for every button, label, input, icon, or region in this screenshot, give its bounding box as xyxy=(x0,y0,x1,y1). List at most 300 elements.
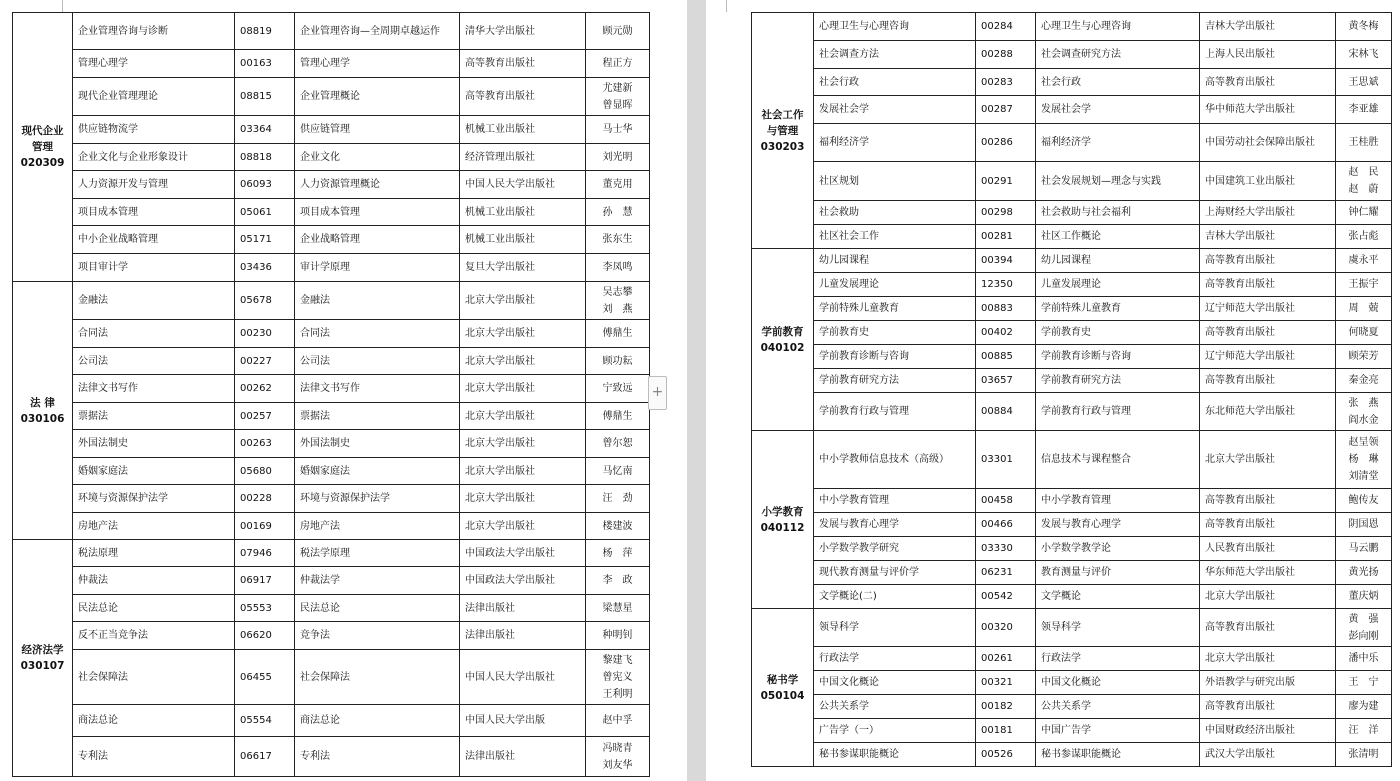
table-row xyxy=(13,403,650,430)
course-cell: 专利法 xyxy=(73,737,235,777)
course-cell: 合同法 xyxy=(73,320,235,348)
course-cell: 外国法制史 xyxy=(73,430,235,458)
author-name: 周 兢 xyxy=(1348,303,1379,314)
author-cell xyxy=(1336,585,1392,609)
add-icon[interactable]: + xyxy=(648,376,667,410)
table-row xyxy=(13,622,650,650)
table-row xyxy=(752,13,1392,41)
publisher-cell: 中国劳动社会保障出版社 xyxy=(1200,124,1336,162)
textbook-cell: 秘书参谋职能概论 xyxy=(1036,743,1200,767)
textbook-cell: 金融法 xyxy=(295,282,460,320)
code-cell: 05061 xyxy=(235,199,295,226)
textbook-cell: 企业管理概论 xyxy=(295,78,460,116)
author-cell xyxy=(1336,96,1392,124)
textbook-cell: 公司法 xyxy=(295,348,460,375)
code-cell: 07946 xyxy=(235,540,295,567)
major-cell xyxy=(752,431,814,609)
table-row xyxy=(13,540,650,567)
publisher-cell: 华中师范大学出版社 xyxy=(1200,96,1336,124)
major-cell xyxy=(13,540,73,777)
code-cell: 06455 xyxy=(235,650,295,705)
code-cell: 03330 xyxy=(976,537,1036,561)
table-row xyxy=(752,124,1392,162)
author-cell xyxy=(586,171,650,199)
author-cell xyxy=(586,144,650,171)
major-cell xyxy=(752,609,814,767)
textbook-cell: 社会救助与社会福利 xyxy=(1036,201,1200,225)
publisher-cell: 高等教育出版社 xyxy=(1200,513,1336,537)
table-row xyxy=(13,485,650,513)
course-cell: 票据法 xyxy=(73,403,235,430)
textbook-cell: 教育测量与评价 xyxy=(1036,561,1200,585)
course-cell: 学前特殊儿童教育 xyxy=(814,297,976,321)
textbook-cell: 社会保障法 xyxy=(295,650,460,705)
author-name: 李 政 xyxy=(602,575,633,586)
author-cell xyxy=(1336,201,1392,225)
course-cell: 现代教育测量与评价学 xyxy=(814,561,976,585)
author-name: 赵 民 赵 蔚 xyxy=(1348,167,1379,195)
textbook-cell: 商法总论 xyxy=(295,705,460,737)
publisher-cell: 上海财经大学出版社 xyxy=(1200,201,1336,225)
author-name: 冯晓青 刘友华 xyxy=(602,742,633,771)
textbook-cell: 专利法 xyxy=(295,737,460,777)
author-name: 马云鹏 xyxy=(1348,543,1379,554)
code-cell: 06620 xyxy=(235,622,295,650)
table-row xyxy=(13,50,650,78)
author-cell xyxy=(586,485,650,513)
textbook-cell: 法律文书写作 xyxy=(295,375,460,403)
publisher-cell: 辽宁师范大学出版社 xyxy=(1200,297,1336,321)
code-cell: 00291 xyxy=(976,162,1036,201)
textbook-cell: 中小学教育管理 xyxy=(1036,489,1200,513)
table-row xyxy=(13,254,650,282)
author-cell xyxy=(1336,369,1392,393)
table-row xyxy=(13,226,650,254)
code-cell: 03301 xyxy=(976,431,1036,489)
textbook-cell: 行政法学 xyxy=(1036,647,1200,671)
course-cell: 供应链物流学 xyxy=(73,116,235,144)
code-cell: 00169 xyxy=(235,513,295,540)
table-row xyxy=(13,567,650,595)
code-cell: 00288 xyxy=(976,41,1036,69)
textbook-cell: 学前教育诊断与咨询 xyxy=(1036,345,1200,369)
author-cell xyxy=(586,458,650,485)
table-row xyxy=(752,69,1392,96)
course-cell: 社区社会工作 xyxy=(814,225,976,249)
code-cell: 00263 xyxy=(235,430,295,458)
course-cell: 小学数学教学研究 xyxy=(814,537,976,561)
table-row xyxy=(13,650,650,705)
course-cell: 学前教育史 xyxy=(814,321,976,345)
table-row xyxy=(752,297,1392,321)
author-name: 尤建新 曾显晖 xyxy=(602,82,633,111)
textbook-cell: 信息技术与课程整合 xyxy=(1036,431,1200,489)
author-cell xyxy=(586,116,650,144)
course-cell: 法律文书写作 xyxy=(73,375,235,403)
author-cell xyxy=(586,375,650,403)
code-cell: 03436 xyxy=(235,254,295,282)
code-cell: 00394 xyxy=(976,249,1036,273)
author-name: 赵呈领 杨 琳 刘清堂 xyxy=(1348,437,1379,482)
publisher-cell: 中国财政经济出版社 xyxy=(1200,719,1336,743)
textbook-cell: 公共关系学 xyxy=(1036,695,1200,719)
course-cell: 秘书参谋职能概论 xyxy=(814,743,976,767)
publisher-cell: 北京大学出版社 xyxy=(460,348,586,375)
author-cell xyxy=(586,50,650,78)
code-cell: 08818 xyxy=(235,144,295,171)
textbook-cell: 审计学原理 xyxy=(295,254,460,282)
code-cell: 00261 xyxy=(976,647,1036,671)
textbook-cell: 儿童发展理论 xyxy=(1036,273,1200,297)
author-name: 傅鼎生 xyxy=(602,410,633,422)
publisher-cell: 中国人民大学出版 xyxy=(460,705,586,737)
author-cell xyxy=(1336,431,1392,489)
textbook-cell: 学前教育研究方法 xyxy=(1036,369,1200,393)
code-cell: 00281 xyxy=(976,225,1036,249)
textbook-cell: 票据法 xyxy=(295,403,460,430)
table-row xyxy=(752,393,1392,431)
code-cell: 06617 xyxy=(235,737,295,777)
author-cell xyxy=(586,705,650,737)
author-cell xyxy=(586,737,650,777)
publisher-cell: 高等教育出版社 xyxy=(1200,69,1336,96)
table-row xyxy=(752,743,1392,767)
publisher-cell: 北京大学出版社 xyxy=(460,513,586,540)
author-name: 刘光明 xyxy=(602,151,633,163)
publisher-cell: 法律出版社 xyxy=(460,622,586,650)
course-cell: 儿童发展理论 xyxy=(814,273,976,297)
publisher-cell: 辽宁师范大学出版社 xyxy=(1200,345,1336,369)
course-cell: 幼儿园课程 xyxy=(814,249,976,273)
publisher-cell: 上海人民出版社 xyxy=(1200,41,1336,69)
textbook-cell: 发展社会学 xyxy=(1036,96,1200,124)
table-row xyxy=(752,41,1392,69)
course-cell: 人力资源开发与管理 xyxy=(73,171,235,199)
author-cell xyxy=(586,226,650,254)
course-cell: 社会调查方法 xyxy=(814,41,976,69)
author-cell xyxy=(1336,695,1392,719)
author-cell xyxy=(1336,647,1392,671)
author-name: 张清明 xyxy=(1348,749,1379,760)
code-cell: 00228 xyxy=(235,485,295,513)
textbook-cell: 外国法制史 xyxy=(295,430,460,458)
author-name: 楼建波 xyxy=(602,520,633,532)
publisher-cell: 机械工业出版社 xyxy=(460,199,586,226)
course-cell: 学前教育诊断与咨询 xyxy=(814,345,976,369)
author-name: 黄光扬 xyxy=(1348,567,1379,578)
author-name: 王振宇 xyxy=(1348,279,1379,290)
publisher-cell: 北京大学出版社 xyxy=(460,282,586,320)
table-row xyxy=(752,609,1392,647)
table-row xyxy=(13,282,650,320)
author-cell xyxy=(1336,719,1392,743)
author-cell xyxy=(1336,321,1392,345)
course-cell: 福利经济学 xyxy=(814,124,976,162)
textbook-cell: 婚姻家庭法 xyxy=(295,458,460,485)
author-name: 虞永平 xyxy=(1348,255,1379,266)
publisher-cell: 中国人民大学出版社 xyxy=(460,171,586,199)
course-cell: 企业文化与企业形象设计 xyxy=(73,144,235,171)
publisher-cell: 高等教育出版社 xyxy=(460,78,586,116)
course-cell: 领导科学 xyxy=(814,609,976,647)
course-cell: 环境与资源保护法学 xyxy=(73,485,235,513)
major-label: 学前教育 040102 xyxy=(760,325,805,354)
major-label: 现代企业 管理 020309 xyxy=(20,125,65,169)
table-row xyxy=(752,162,1392,201)
publisher-cell: 法律出版社 xyxy=(460,595,586,622)
major-label: 小学教育 040112 xyxy=(760,505,805,534)
major-cell xyxy=(752,249,814,431)
table-row xyxy=(752,431,1392,489)
textbook-cell: 学前教育行政与管理 xyxy=(1036,393,1200,431)
author-name: 张占彪 xyxy=(1348,231,1379,242)
textbook-cell: 幼儿园课程 xyxy=(1036,249,1200,273)
table-row xyxy=(13,13,650,50)
textbook-cell: 税法学原理 xyxy=(295,540,460,567)
left-course-table xyxy=(12,12,650,777)
code-cell: 00458 xyxy=(976,489,1036,513)
author-cell xyxy=(586,403,650,430)
author-cell xyxy=(586,199,650,226)
course-cell: 税法原理 xyxy=(73,540,235,567)
author-cell xyxy=(586,513,650,540)
code-cell: 06231 xyxy=(976,561,1036,585)
textbook-cell: 环境与资源保护法学 xyxy=(295,485,460,513)
publisher-cell: 外语教学与研究出版 xyxy=(1200,671,1336,695)
table-row xyxy=(13,430,650,458)
publisher-cell: 北京大学出版社 xyxy=(460,458,586,485)
author-cell xyxy=(1336,345,1392,369)
textbook-cell: 社会调查研究方法 xyxy=(1036,41,1200,69)
course-cell: 商法总论 xyxy=(73,705,235,737)
right-course-table xyxy=(751,12,1392,767)
course-cell: 项目审计学 xyxy=(73,254,235,282)
publisher-cell: 高等教育出版社 xyxy=(1200,321,1336,345)
textbook-cell: 发展与教育心理学 xyxy=(1036,513,1200,537)
textbook-cell: 企业管理咨询—全周期卓越运作 xyxy=(295,13,460,50)
author-cell xyxy=(1336,41,1392,69)
author-cell xyxy=(586,78,650,116)
course-cell: 广告学（一） xyxy=(814,719,976,743)
code-cell: 00262 xyxy=(235,375,295,403)
table-row xyxy=(752,537,1392,561)
code-cell: 03657 xyxy=(976,369,1036,393)
author-name: 程正方 xyxy=(602,58,633,69)
publisher-cell: 人民教育出版社 xyxy=(1200,537,1336,561)
textbook-cell: 竞争法 xyxy=(295,622,460,650)
author-name: 顾功耘 xyxy=(602,355,633,367)
course-cell: 反不正当竞争法 xyxy=(73,622,235,650)
publisher-cell: 中国人民大学出版社 xyxy=(460,650,586,705)
publisher-cell: 高等教育出版社 xyxy=(1200,369,1336,393)
major-cell xyxy=(13,13,73,282)
course-cell: 社会救助 xyxy=(814,201,976,225)
author-name: 王 宁 xyxy=(1348,677,1379,688)
code-cell: 08815 xyxy=(235,78,295,116)
code-cell: 00227 xyxy=(235,348,295,375)
table-row xyxy=(752,695,1392,719)
textbook-cell: 学前教育史 xyxy=(1036,321,1200,345)
textbook-cell: 小学数学教学论 xyxy=(1036,537,1200,561)
author-name: 董克用 xyxy=(602,179,633,190)
author-cell xyxy=(586,650,650,705)
course-cell: 公共关系学 xyxy=(814,695,976,719)
code-cell: 06093 xyxy=(235,171,295,199)
author-name: 顾元勋 xyxy=(602,25,633,37)
course-cell: 中小企业战略管理 xyxy=(73,226,235,254)
table-row xyxy=(13,116,650,144)
publisher-cell: 北京大学出版社 xyxy=(460,403,586,430)
author-name: 曾尔恕 xyxy=(602,438,633,449)
textbook-cell: 学前特殊儿童教育 xyxy=(1036,297,1200,321)
author-name: 吴志攀 刘 燕 xyxy=(602,286,633,315)
publisher-cell: 高等教育出版社 xyxy=(1200,609,1336,647)
publisher-cell: 高等教育出版社 xyxy=(1200,489,1336,513)
publisher-cell: 经济管理出版社 xyxy=(460,144,586,171)
table-row xyxy=(13,513,650,540)
course-cell: 社会保障法 xyxy=(73,650,235,705)
author-name: 潘中乐 xyxy=(1348,653,1379,664)
textbook-cell: 合同法 xyxy=(295,320,460,348)
author-name: 宁致远 xyxy=(602,383,633,394)
table-row xyxy=(752,273,1392,297)
course-cell: 中国文化概论 xyxy=(814,671,976,695)
table-row xyxy=(13,144,650,171)
publisher-cell: 高等教育出版社 xyxy=(1200,273,1336,297)
author-name: 梁慧星 xyxy=(602,602,633,614)
author-cell xyxy=(1336,489,1392,513)
course-cell: 中小学教育管理 xyxy=(814,489,976,513)
right-page xyxy=(706,0,1400,781)
author-cell xyxy=(586,540,650,567)
table-row xyxy=(752,489,1392,513)
author-name: 钟仁耀 xyxy=(1348,207,1379,218)
code-cell: 00283 xyxy=(976,69,1036,96)
table-row xyxy=(13,171,650,199)
author-cell xyxy=(1336,393,1392,431)
textbook-cell: 文学概论 xyxy=(1036,585,1200,609)
textbook-cell: 社会发展规划—理念与实践 xyxy=(1036,162,1200,201)
publisher-cell: 高等教育出版社 xyxy=(460,50,586,78)
code-cell: 00182 xyxy=(976,695,1036,719)
author-name: 秦金亮 xyxy=(1348,375,1379,386)
author-name: 马忆南 xyxy=(602,465,633,477)
author-cell xyxy=(1336,69,1392,96)
textbook-cell: 社区工作概论 xyxy=(1036,225,1200,249)
author-cell xyxy=(1336,743,1392,767)
code-cell: 12350 xyxy=(976,273,1036,297)
author-name: 黄冬梅 xyxy=(1348,21,1379,32)
textbook-cell: 管理心理学 xyxy=(295,50,460,78)
course-cell: 中小学教师信息技术（高级） xyxy=(814,431,976,489)
textbook-cell: 仲裁法学 xyxy=(295,567,460,595)
code-cell: 06917 xyxy=(235,567,295,595)
course-cell: 现代企业管理理论 xyxy=(73,78,235,116)
author-name: 李凤鸣 xyxy=(602,262,633,273)
publisher-cell: 华东师范大学出版社 xyxy=(1200,561,1336,585)
author-cell xyxy=(586,622,650,650)
table-row xyxy=(13,348,650,375)
publisher-cell: 高等教育出版社 xyxy=(1200,695,1336,719)
publisher-cell: 中国建筑工业出版社 xyxy=(1200,162,1336,201)
table-row xyxy=(13,78,650,116)
margin-mark xyxy=(62,0,63,12)
author-cell xyxy=(1336,124,1392,162)
table-row xyxy=(13,737,650,777)
author-name: 王桂胜 xyxy=(1348,137,1379,148)
author-cell xyxy=(1336,13,1392,41)
author-cell xyxy=(1336,537,1392,561)
author-cell xyxy=(586,567,650,595)
course-cell: 心理卫生与心理咨询 xyxy=(814,13,976,41)
code-cell: 00320 xyxy=(976,609,1036,647)
code-cell: 05171 xyxy=(235,226,295,254)
author-cell xyxy=(586,348,650,375)
author-name: 李亚雄 xyxy=(1348,104,1379,115)
textbook-cell: 供应链管理 xyxy=(295,116,460,144)
code-cell: 00287 xyxy=(976,96,1036,124)
author-name: 黎建飞 曾宪义 王利明 xyxy=(602,654,633,700)
publisher-cell: 东北师范大学出版社 xyxy=(1200,393,1336,431)
code-cell: 00298 xyxy=(976,201,1036,225)
author-cell xyxy=(1336,671,1392,695)
author-cell xyxy=(1336,561,1392,585)
author-name: 马士华 xyxy=(602,124,633,135)
author-name: 汪 洋 xyxy=(1348,725,1379,736)
publisher-cell: 北京大学出版社 xyxy=(460,430,586,458)
author-name: 杨 萍 xyxy=(602,547,633,559)
code-cell: 00284 xyxy=(976,13,1036,41)
code-cell: 00466 xyxy=(976,513,1036,537)
major-cell xyxy=(752,13,814,249)
publisher-cell: 机械工业出版社 xyxy=(460,226,586,254)
author-name: 张东生 xyxy=(602,234,633,245)
author-cell xyxy=(1336,609,1392,647)
publisher-cell: 中国政法大学出版社 xyxy=(460,567,586,595)
author-name: 张 燕 阎水金 xyxy=(1348,397,1379,426)
author-name: 王思斌 xyxy=(1348,76,1379,88)
publisher-cell: 复旦大学出版社 xyxy=(460,254,586,282)
code-cell: 08819 xyxy=(235,13,295,50)
author-cell xyxy=(1336,513,1392,537)
table-row xyxy=(13,705,650,737)
course-cell: 发展社会学 xyxy=(814,96,976,124)
author-cell xyxy=(1336,273,1392,297)
author-name: 黄 强 彭向刚 xyxy=(1348,613,1379,642)
publisher-cell: 高等教育出版社 xyxy=(1200,249,1336,273)
course-cell: 发展与教育心理学 xyxy=(814,513,976,537)
course-cell: 文学概论(二) xyxy=(814,585,976,609)
textbook-cell: 福利经济学 xyxy=(1036,124,1200,162)
table-row xyxy=(13,375,650,403)
table-row xyxy=(752,719,1392,743)
author-name: 赵中孚 xyxy=(602,715,633,726)
major-label: 经济法学 030107 xyxy=(20,644,65,672)
publisher-cell: 中国政法大学出版社 xyxy=(460,540,586,567)
course-cell: 社会行政 xyxy=(814,69,976,96)
author-name: 孙 慧 xyxy=(602,206,633,218)
table-row xyxy=(13,458,650,485)
author-name: 傅鼎生 xyxy=(602,328,633,339)
table-row xyxy=(752,249,1392,273)
author-name: 阴国恩 xyxy=(1348,519,1379,530)
publisher-cell: 北京大学出版社 xyxy=(460,320,586,348)
code-cell: 05553 xyxy=(235,595,295,622)
course-cell: 仲裁法 xyxy=(73,567,235,595)
table-row xyxy=(13,199,650,226)
author-cell xyxy=(586,254,650,282)
author-name: 董庆炳 xyxy=(1348,591,1379,602)
